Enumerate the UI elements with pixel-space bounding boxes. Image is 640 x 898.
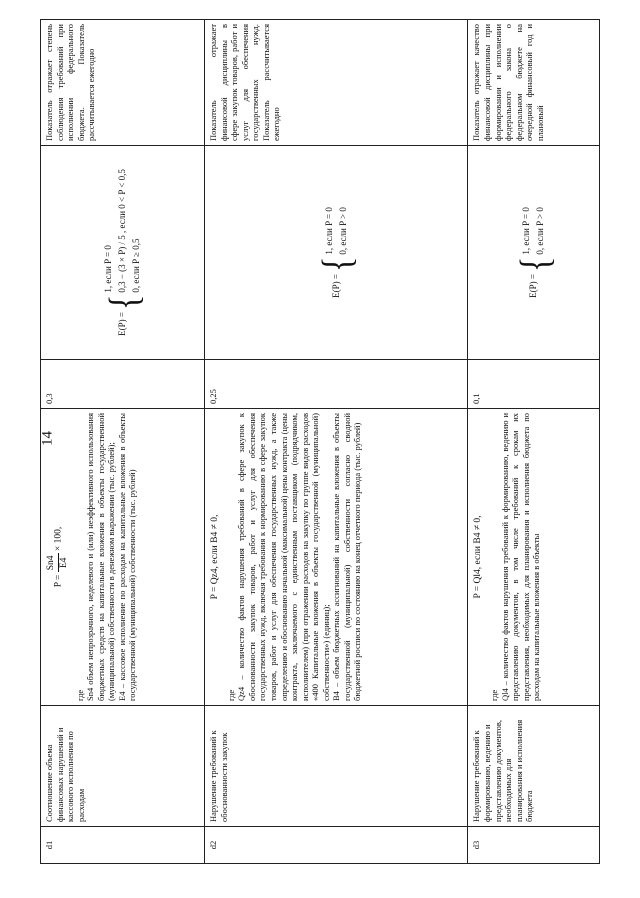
where-label: где (74, 689, 85, 701)
formula: P = Ql4, если B4 ≠ 0, (473, 515, 484, 599)
definition: Ql4 – количество фактов нарушения требований к формированию, ведению и представлению документов, в том числе требований к срокам их представления, необходимых для планирования и исполнения бюджета по расходам на капитальные вложения в объекты (499, 413, 542, 701)
row-id: d2 (205, 827, 468, 864)
formula-cell (468, 409, 600, 706)
indicator-name: Соотношение объема финансовых нарушений и кассового исполнения по расходам (41, 706, 205, 827)
definition: Sn4 объем непрозрачного, неделевого и (или) неэффективного использования бюджетных средств на капитальные вложения в объекты государственной (муниципальной) собственности в денежном выражении (тыс. рублей); (85, 413, 117, 701)
condition-case: 0, если P > 0 (535, 207, 546, 255)
piecewise-function (208, 150, 464, 355)
indicator-name: Нарушение требований к формированию, ведению и представлению документов, необходимых для планирования и исполнения бюджета (468, 706, 600, 827)
condition-lhs: E(P) = (116, 312, 127, 336)
table-row (468, 20, 600, 864)
fraction-numerator: Sn4 (46, 553, 59, 572)
condition-case: 1, если P = 0 (521, 207, 532, 255)
indicators-table (40, 19, 600, 864)
definition: B4 – объем бюджетных ассигнований на капитальные вложения в объекты государственной (муниципальной) собственности согласно сводной бюджетной росписи по состоянию на конец отчетного периода (тыс. рублей) (331, 413, 363, 701)
condition-cases (103, 169, 142, 293)
condition-cases (521, 207, 546, 255)
condition-cases (324, 207, 349, 255)
formula-cell (205, 409, 468, 706)
formula (46, 413, 71, 701)
condition-cell (468, 146, 600, 360)
condition-lhs: E(P) = (528, 274, 539, 298)
weight: 0,3 (41, 360, 205, 409)
condition-case: 1, если P = 0 (102, 245, 113, 293)
brace-icon: { (99, 294, 146, 311)
condition-case: 0,3 − (3 × P) / 5 , если 0 < P < 0,5 (116, 169, 127, 293)
condition-cell (41, 146, 205, 360)
fraction-denominator: E4 (58, 557, 69, 569)
indicator-name: Нарушение требований к обоснованности закупок (205, 706, 468, 827)
comment: Показатель отражает качество финансовой дисциплины при формировании и исполнении федерального закона о федеральном бюджете на очередной финансовый год и плановый (468, 20, 600, 146)
brace-icon: { (510, 256, 558, 273)
condition-case: 0, если P > 0 (337, 207, 348, 255)
piecewise-function (471, 150, 596, 355)
definition: Qz4 – количество фактов нарушения требований в сфере закупок к обоснованности закупок товаров, работ и услуг для обеспечения государственных нужд, включая требования к нормированию в сфере закупок товаров, работ и услуг для обеспечения государственных нужд, а также определению и обоснованию начальной (максимальной) цены контракта (цены контракта, заключаемого с единственным поставщиком (подрядчиком, исполнителем) (при отражении расходов на закупку по группе видов расходов «400 Капитальные вложения в объекты государственной (муниципальной) собственности») (единиц); (236, 413, 331, 701)
condition-cell (205, 146, 468, 360)
weight: 0,25 (205, 360, 468, 409)
row-id: d1 (41, 827, 205, 864)
condition-case: 1, если P = 0 (323, 207, 334, 255)
weight: 0,1 (468, 360, 600, 409)
comment: Показатель отражает финансовой дисциплины в сфере закупок товаров, работ и услуг для обеспечения государственных нужд. Показатель рассчитывается ежегодно (205, 20, 468, 146)
piecewise-function (44, 150, 201, 355)
where-label: где (225, 689, 236, 701)
fraction (46, 553, 71, 572)
formula: P = Qz4, если B4 ≠ 0, (210, 514, 221, 600)
formula-left: P = (53, 574, 64, 588)
brace-icon: { (312, 256, 360, 273)
page-number: 14 (39, 431, 56, 446)
condition-lhs: E(P) = (330, 274, 341, 298)
table-row (205, 20, 468, 864)
row-id: d3 (468, 827, 600, 864)
where-label: где (489, 689, 500, 701)
formula-cell (41, 409, 205, 706)
formula-right: × 100, (53, 526, 64, 552)
rotated-table-container (40, 24, 600, 864)
comment: Показатель отражает степень соблюдения требований при исполнении федерального бюджета. Показатель рассчитывается ежегодно (41, 20, 205, 146)
definition: Е4 – кассовое исполнение по расходам на капитальные вложения в объекты государственной (муниципальной) собственности (тыс. рублей) (116, 413, 138, 701)
table-row (41, 20, 205, 864)
condition-case: 0, если P ≥ 0,5 (131, 238, 142, 293)
